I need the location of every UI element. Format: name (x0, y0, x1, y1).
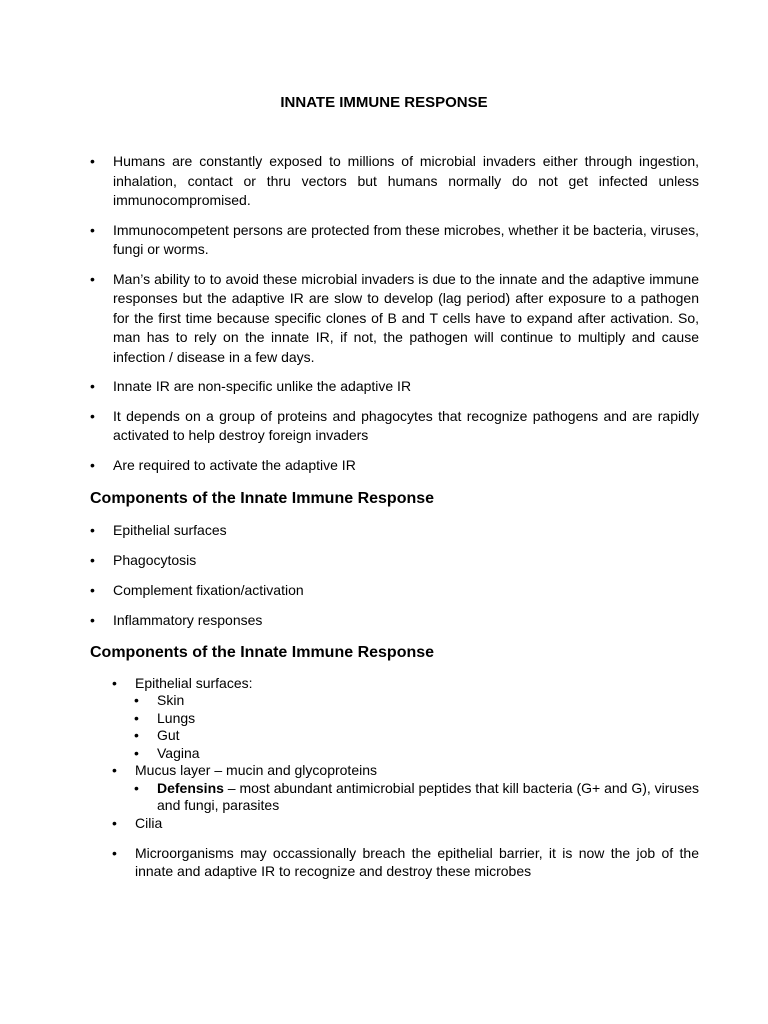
components-detail-list (112, 675, 699, 881)
component-item-1: • Epithelial surfaces (90, 521, 699, 541)
intro-bullet-6: • Are required to activate the adaptive IR (90, 456, 699, 476)
breach-item: • Microorganisms may occassionally breach the epithelial barrier, it is now the job of the innate and adaptive IR to recognize and destroy these microbes (112, 845, 699, 880)
intro-list (90, 152, 699, 475)
document-body (90, 152, 699, 880)
defensins-term: Defensins (157, 779, 224, 796)
component-item-3: • Complement fixation/activation (90, 581, 699, 601)
epithelial-surfaces-item: • Epithelial surfaces: (112, 675, 699, 693)
intro-bullet-1: • Humans are constantly exposed to millions of microbial invaders either through ingestion, inhalation, contact or thru vectors but humans normally do not get infected unless immunocompromised. (90, 152, 699, 211)
section-heading-components: Components of the Innate Immune Response (90, 490, 435, 507)
component-item-2: • Phagocytosis (90, 551, 699, 571)
page-title: INNATE IMMUNE RESPONSE (280, 94, 488, 111)
mucus-sublist (134, 780, 699, 815)
intro-bullet-4: • Innate IR are non-specific unlike the adaptive IR (90, 377, 699, 397)
defensins-description: – most abundant antimicrobial peptides that kill bacteria (G+ and G), viruses and fungi, parasites (157, 779, 699, 813)
cilia-item: • Cilia (112, 815, 699, 833)
component-item-4: • Inflammatory responses (90, 611, 699, 631)
mucus-layer-item: • Mucus layer – mucin and glycoproteins (112, 762, 699, 780)
epithelial-sublist (134, 692, 699, 762)
section-heading-components-detail: Components of the Innate Immune Response (90, 643, 435, 661)
epithelial-sub-item-gut: • Gut (134, 727, 699, 745)
epithelial-sub-item-lungs: • Lungs (134, 710, 699, 728)
intro-bullet-5: • It depends on a group of proteins and phagocytes that recognize pathogens and are rapidly activated to help destroy foreign invaders (90, 407, 699, 446)
intro-bullet-2: • Immunocompetent persons are protected from these microbes, whether it be bacteria, viruses, fungi or worms. (90, 221, 699, 260)
defensins-item (134, 780, 699, 815)
intro-bullet-3: • Man’s ability to to avoid these microbial invaders is due to the innate and the adaptive immune responses but the adaptive IR are slow to develop (lag period) after exposure to a pathogen for the first time because specific clones of B and T cells have to expand after activation. So, man has to rely on the innate IR, if not, the pathogen will continue to multiply and cause infection / disease in a few days. (90, 270, 699, 368)
epithelial-sub-item-vagina: • Vagina (134, 745, 699, 763)
components-list (90, 521, 699, 631)
epithelial-sub-item-skin: • Skin (134, 692, 699, 710)
